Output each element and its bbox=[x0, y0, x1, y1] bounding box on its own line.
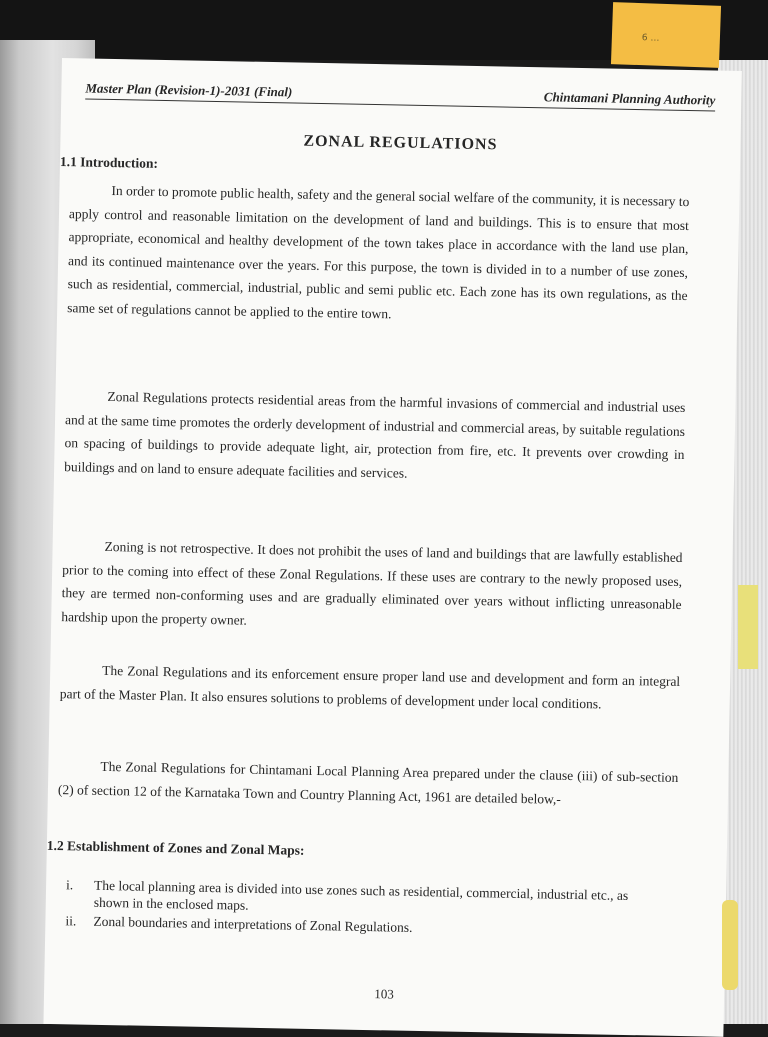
paragraph-2: Zonal Regulations protects residential areas from the harmful invasions of commercial and industrial uses and at the same time promotes the orderly development of industrial and commercial areas, by suitable regulations on spacing of buildings to provide adequate light, air, protection from fire, etc. It prevents over crowding in buildings and on land to ensure adequate facilities and services. bbox=[64, 388, 686, 481]
zones-list bbox=[65, 876, 656, 942]
page-number: 103 bbox=[374, 986, 394, 1002]
list-item-text: Zonal boundaries and interpretations of Zonal Regulations. bbox=[93, 913, 413, 935]
section-heading-zones: 1.2 Establishment of Zones and Zonal Maps: bbox=[46, 837, 305, 858]
running-header bbox=[85, 78, 715, 111]
page-flag-tab-bottom bbox=[722, 900, 738, 990]
list-item-text: The local planning area is divided into use zones such as residential, commercial, industrial etc., as shown in the enclosed maps. bbox=[93, 877, 629, 913]
list-item-number: i. bbox=[65, 877, 74, 893]
section-heading-introduction: 1.1 Introduction: bbox=[59, 153, 159, 171]
page-flag-tab bbox=[738, 585, 758, 669]
sticky-note-text: 6 … bbox=[641, 33, 660, 44]
sticky-note bbox=[611, 2, 721, 68]
document-page bbox=[43, 58, 741, 1037]
paragraph-1: In order to promote public health, safety and the general social welfare of the community, it is necessary to apply control and reasonable limitation on the development of land and buildings. This is to ensure that most appropriate, economical and healthy development of the town takes place in accordance with the land use plan, and its continued maintenance over the years. For this purpose, the town is divided in to a number of use zones, such as residential, commercial, industrial, public and semi public etc. Each zone has its own regulations, as the same set of regulations cannot be applied to the entire town. bbox=[67, 182, 690, 321]
header-left: Master Plan (Revision-1)-2031 (Final) bbox=[85, 80, 293, 100]
paragraph-5: The Zonal Regulations for Chintamani Local Planning Area prepared under the clause (iii) of sub-section (2) of section 12 of the Karnataka Town and Country Planning Act, 1961 are detailed below,- bbox=[57, 758, 679, 807]
paragraph-3: Zoning is not retrospective. It does not prohibit the uses of land and buildings that are lawfully established prior to the coming into effect of these Zonal Regulations. If these uses are contrary to the newly proposed uses, they are termed non-conforming uses and are gradually eliminated over years without inflicting unreasonable hardship upon the property owner. bbox=[61, 538, 683, 628]
list-item-number: ii. bbox=[65, 913, 77, 929]
page-title: ZONAL REGULATIONS bbox=[303, 132, 498, 154]
paragraph-4: The Zonal Regulations and its enforcement ensure proper land use and development and form an integral part of the Master Plan. It also ensures solutions to problems of development under local conditions. bbox=[59, 662, 681, 711]
header-right: Chintamani Planning Authority bbox=[543, 89, 716, 108]
